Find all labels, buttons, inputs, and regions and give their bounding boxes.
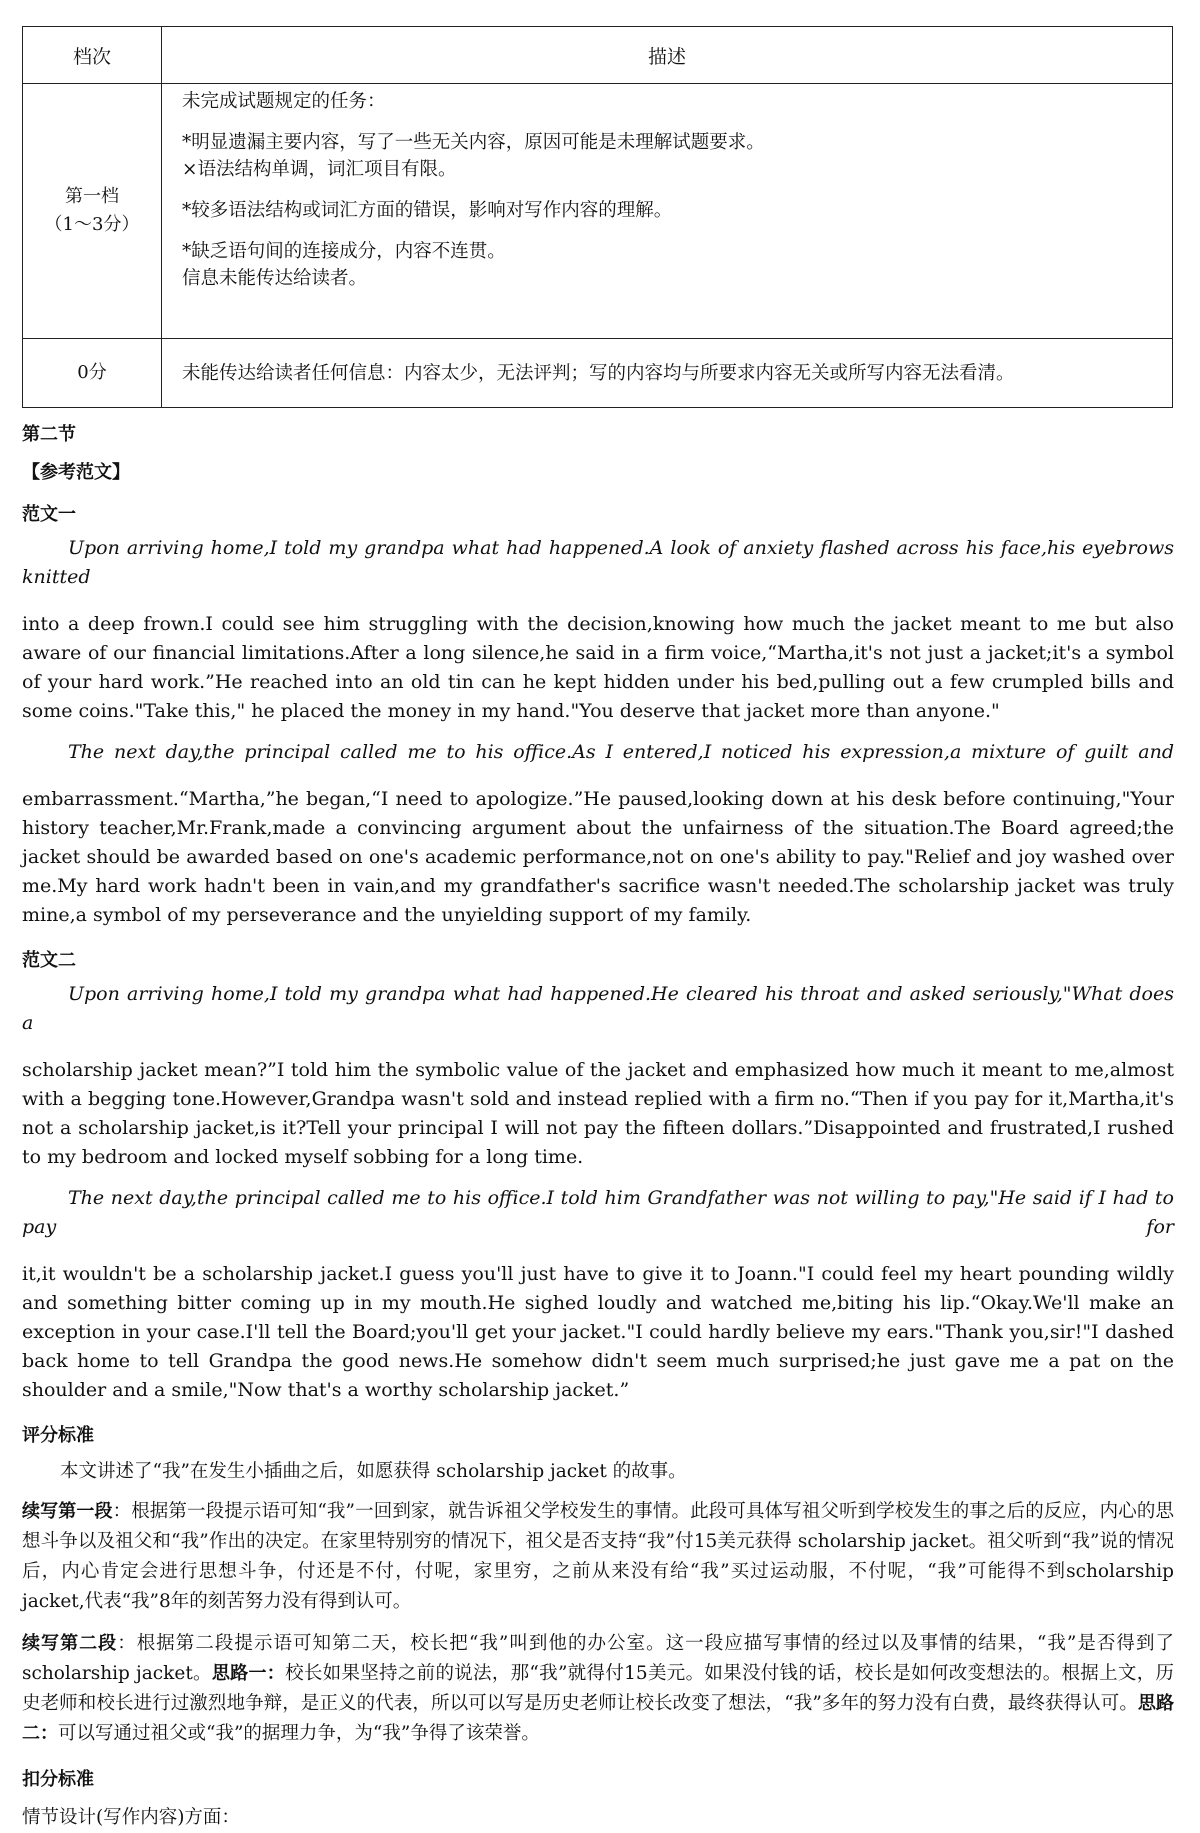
idea2-text: 可以写通过祖父或“我”的据理力争，为“我”争得了该荣誉。 <box>58 1723 540 1744</box>
deduction-title: 扣分标准 <box>22 1769 94 1790</box>
essay-paragraph-lead: The next day,the principal called me to his office.I told him Grandfather was not willing to pay,"He said if I had to pay for <box>22 1187 1174 1238</box>
desc-line: ×语法结构单调，词汇项目有限。 <box>182 159 457 180</box>
grading-paragraph2 <box>22 1629 1174 1749</box>
essay2 <box>22 980 1174 1405</box>
document-page <box>22 26 1174 1833</box>
essay1 <box>22 534 1174 930</box>
desc-line: *缺乏语句间的连接成分，内容不连贯。 <box>182 241 506 262</box>
essay-paragraph: embarrassment.“Martha,”he began,“I need to apologize.”He paused,looking down at his desk before continuing,"Your history teacher,Mr.Frank,made a convincing argument about the unfairness of the situation.The Board agreed;the jacket should be awarded based on one's academic performance,not on one's ability to pay."Relief and joy washed over me.My hard work hadn't been in vain,and my grandfather's sacrifice wasn't needed.The scholarship jacket was truly mine,a symbol of my perseverance and the unyielding support of my family. <box>22 788 1174 926</box>
para1-text: ：根据第一段提示语可知“我”一回到家，就告诉祖父学校发生的事情。此段可具体写祖父听到学校发生的事之后的反应，内心的思想斗争以及祖父和“我”作出的决定。在家里特别穷的情况下，祖父是否支持“我”付15美元获得 scholarship jacket。祖父听到“我”说的情况后，内心肯定会进行思想斗争，付还是不付，付呢，家里穷，之前从来没有给“我”买过运动服，不付呢，“我”可能得不到scholarship jacket,代表“我”8年的刻苦努力没有得到认可。 <box>22 1501 1175 1612</box>
desc-line: *明显遗漏主要内容，写了一些无关内容，原因可能是未理解试题要求。 <box>182 132 765 153</box>
grading-paragraph1 <box>22 1497 1174 1617</box>
essay-paragraph-lead: Upon arriving home,I told my grandpa what had happened.He cleared his throat and asked seriously,"What does a <box>22 983 1174 1034</box>
level-cell: 0分 <box>23 339 162 408</box>
table-row-zero <box>23 339 1173 408</box>
para1-label: 续写第一段 <box>22 1501 113 1522</box>
idea1-text: 校长如果坚持之前的说法，那“我”就得付15美元。如果没付钱的话，校长是如何改变想法的。根据上文，历史老师和校长进行过激烈地争辩，是正义的代表，所以可以写是历史老师让校长改变了想法，“我”多年的努力没有白费，最终获得认可。 <box>22 1663 1175 1714</box>
rubric-table <box>22 26 1173 408</box>
essay1-title: 范文一 <box>22 504 76 525</box>
desc-line: 信息未能传达给读者。 <box>182 268 368 289</box>
description-cell: 未能传达给读者任何信息：内容太少，无法评判；写的内容均与所要求内容无关或所写内容无法看清。 <box>162 339 1173 408</box>
para2-text: ：根据第二段提示语可知第二天，校长把“我”叫到他的办公室。这一段应描写事情的经过以及事情的结果，“我”是否得到了scholarship jacket。 <box>22 1633 1174 1684</box>
essay-paragraph: scholarship jacket mean?”I told him the symbolic value of the jacket and emphasized how much it meant to me,almost with a begging tone.However,Grandpa wasn't sold and instead replied with a firm no.“Then if you pay for it,Martha,it's not a scholarship jacket,is it?Tell your principal I will not pay the fifteen dollars.”Disappointed and frustrated,I rushed to my bedroom and locked myself sobbing for a long time. <box>22 1059 1174 1168</box>
desc-line: 未完成试题规定的任务： <box>182 91 386 112</box>
table-row-level1 <box>23 84 1173 339</box>
essay-paragraph: it,it wouldn't be a scholarship jacket.I guess you'll just have to give it to Joann."I could feel my heart pounding wildly and something bitter coming up in my mouth.He sighed loudly and watched me,biting his lip.“Okay.We'll make an exception in your case.I'll tell the Board;you'll get your jacket."I could hardly believe my ears."Thank you,sir!"I dashed back home to tell Grandpa the good news.He somehow didn't seem much surprised;he just gave me a pat on the shoulder and a smile,"Now that's a worthy scholarship jacket.” <box>22 1263 1174 1401</box>
header-level: 档次 <box>23 27 162 84</box>
table-header-row <box>23 27 1173 84</box>
reference-title: 【参考范文】 <box>22 462 130 483</box>
desc-line: *较多语法结构或词汇方面的错误，影响对写作内容的理解。 <box>182 200 673 221</box>
essay-paragraph: into a deep frown.I could see him struggling with the decision,knowing how much the jacket meant to me but also aware of our financial limitations.After a long silence,he said in a firm voice,“Martha,it's not just a jacket;it's a symbol of your hard work.”He reached into an old tin can he kept hidden under his bed,pulling out a few crumpled bills and some coins."Take this," he placed the money in my hand."You deserve that jacket more than anyone." <box>22 613 1174 722</box>
essay-paragraph-lead: The next day,the principal called me to his office.As I entered,I noticed his expression,a mixture of guilt and <box>68 741 1174 763</box>
section-title: 第二节 <box>22 424 76 445</box>
para2-label: 续写第二段 <box>22 1633 118 1654</box>
deduction-line: 情节设计(写作内容)方面： <box>22 1807 240 1828</box>
grading-title: 评分标准 <box>22 1425 94 1446</box>
level-score: （1～3分） <box>44 214 140 235</box>
grading-summary: 本文讲述了“我”在发生小插曲之后，如愿获得 scholarship jacket 的故事。 <box>60 1461 687 1482</box>
essay-paragraph-lead: Upon arriving home,I told my grandpa what had happened.A look of anxiety flashed across his face,his eyebrows knitted <box>22 537 1174 588</box>
level-name: 第一档 <box>65 186 119 207</box>
level-cell <box>23 84 162 339</box>
header-description: 描述 <box>162 27 1173 84</box>
idea2-label: 思路二： <box>22 1693 1175 1744</box>
idea1-label: 思路一： <box>211 1663 286 1684</box>
essay2-title: 范文二 <box>22 950 76 971</box>
description-cell <box>162 84 1173 339</box>
